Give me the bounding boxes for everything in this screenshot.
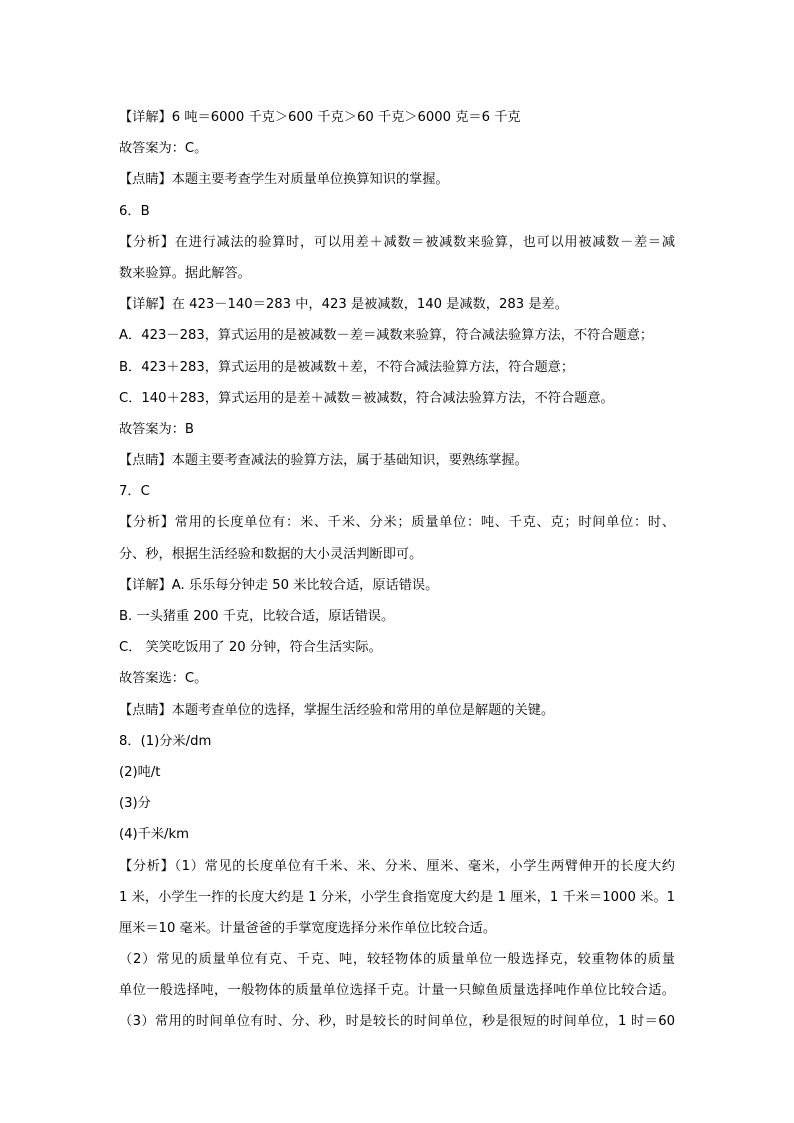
section-tag: 【点睛】 [119, 702, 172, 718]
comment-line [119, 164, 679, 195]
line-text: 厘米＝10 毫米。计量爸爸的手掌宽度选择分米作单位比较合适。 [119, 920, 497, 936]
line-text: 7．C [119, 484, 150, 500]
section-tag: 【分析】 [119, 858, 175, 874]
section-tag: 【分析】 [119, 515, 175, 531]
detail-line-b [119, 601, 679, 632]
line-text: C． 笑笑吃饭用了 20 分钟，符合生活实际。 [119, 640, 382, 656]
analysis-line-cont [119, 913, 679, 944]
analysis-line-cont [119, 944, 675, 975]
section-tag: 【详解】 [119, 577, 172, 593]
line-text: （1）常见的长度单位有千米、米、分米、厘米、毫米，小学生两臂伸开的长度大约 [174, 858, 675, 874]
line-text: 分、秒，根据生活经验和数据的大小灵活判断即可。 [119, 546, 423, 562]
analysis-line [119, 227, 675, 258]
line-text: 本题主要考查学生对质量单位换算知识的掌握。 [171, 172, 449, 188]
question-number [119, 726, 679, 757]
line-text: 常用的长度单位有：米、千米、分米；质量单位：吨、千克、克；时间单位：时、 [174, 515, 676, 531]
detail-line-c [119, 632, 679, 663]
section-tag: 【分析】 [119, 234, 175, 250]
line-text: (4)千米/km [119, 827, 189, 843]
analysis-line-cont [119, 975, 675, 1006]
line-text: A. 乐乐每分钟走 50 米比较合适，原话错误。 [171, 577, 439, 593]
section-tag: 【点睛】 [119, 172, 172, 188]
analysis-line-cont [119, 258, 679, 289]
answer-line [119, 133, 679, 164]
line-text: 1 米，小学生一拃的长度大约是 1 分米，小学生食指宽度大约是 1 厘米，1 千米＝1000 米。1 [119, 889, 675, 905]
answer-item [119, 819, 679, 850]
line-text: B．423＋283，算式运用的是被减数＋差，不符合减法验算方法，符合题意； [119, 359, 575, 375]
section-tag: 【详解】 [119, 297, 172, 313]
section-tag: 【点睛】 [119, 453, 172, 469]
analysis-line-cont [119, 882, 675, 913]
comment-line [119, 695, 679, 726]
line-text: 在 423－140＝283 中，423 是被减数，140 是减数，283 是差。 [171, 297, 568, 313]
line-text: 6．B [119, 203, 150, 219]
line-text: C．140＋283，算式运用的是差＋减数＝被减数，符合减法验算方法，不符合题意。 [119, 390, 614, 406]
line-text: 8．(1)分米/dm [119, 733, 212, 749]
answer-item [119, 788, 679, 819]
line-text: (2)吨/t [119, 764, 161, 780]
line-text: (3)分 [119, 796, 151, 812]
document-page [119, 102, 679, 1038]
analysis-line-cont [119, 539, 679, 570]
detail-line [119, 102, 679, 133]
line-text: 数来验算。据此解答。 [119, 265, 251, 281]
comment-line [119, 445, 679, 476]
detail-line [119, 289, 679, 320]
answer-item [119, 757, 679, 788]
option-a-line [119, 320, 679, 351]
option-b-line [119, 352, 679, 383]
line-text: 故答案选：C。 [119, 671, 208, 687]
analysis-line [119, 507, 675, 538]
line-text: 本题考查单位的选择，掌握生活经验和常用的单位是解题的关键。 [171, 702, 555, 718]
analysis-line [119, 851, 675, 882]
line-text: 单位一般选择吨，一般物体的质量单位选择千克。计量一只鲸鱼质量选择吨作单位比较合适。 [119, 983, 675, 999]
analysis-line-cont [119, 1006, 675, 1037]
question-number [119, 476, 679, 507]
detail-line [119, 570, 679, 601]
section-tag: 【详解】 [119, 110, 172, 125]
answer-line [119, 663, 679, 694]
line-text: （3）常用的时间单位有时、分、秒，时是较长的时间单位，秒是很短的时间单位，1 时＝60 [119, 1014, 675, 1030]
answer-line [119, 414, 679, 445]
line-text: A．423－283，算式运用的是被减数－差＝减数来验算，符合减法验算方法，不符合题意； [119, 328, 654, 344]
line-text: 故答案为：C。 [119, 141, 208, 157]
line-text: 在进行减法的验算时，可以用差＋减数＝被减数来验算，也可以用被减数－差＝减 [174, 234, 676, 250]
line-text: （2）常见的质量单位有克、千克、吨，较轻物体的质量单位一般选择克，较重物体的质量 [119, 952, 675, 968]
option-c-line [119, 383, 679, 414]
question-number [119, 196, 679, 227]
line-text: 本题主要考查减法的验算方法，属于基础知识，要熟练掌握。 [171, 453, 528, 469]
line-text: 故答案为：B [119, 421, 194, 437]
line-text: 6 吨＝6000 千克＞600 千克＞60 千克＞6000 克＝6 千克 [171, 110, 521, 125]
line-text: B. 一头猪重 200 千克，比较合适，原话错误。 [119, 609, 395, 624]
